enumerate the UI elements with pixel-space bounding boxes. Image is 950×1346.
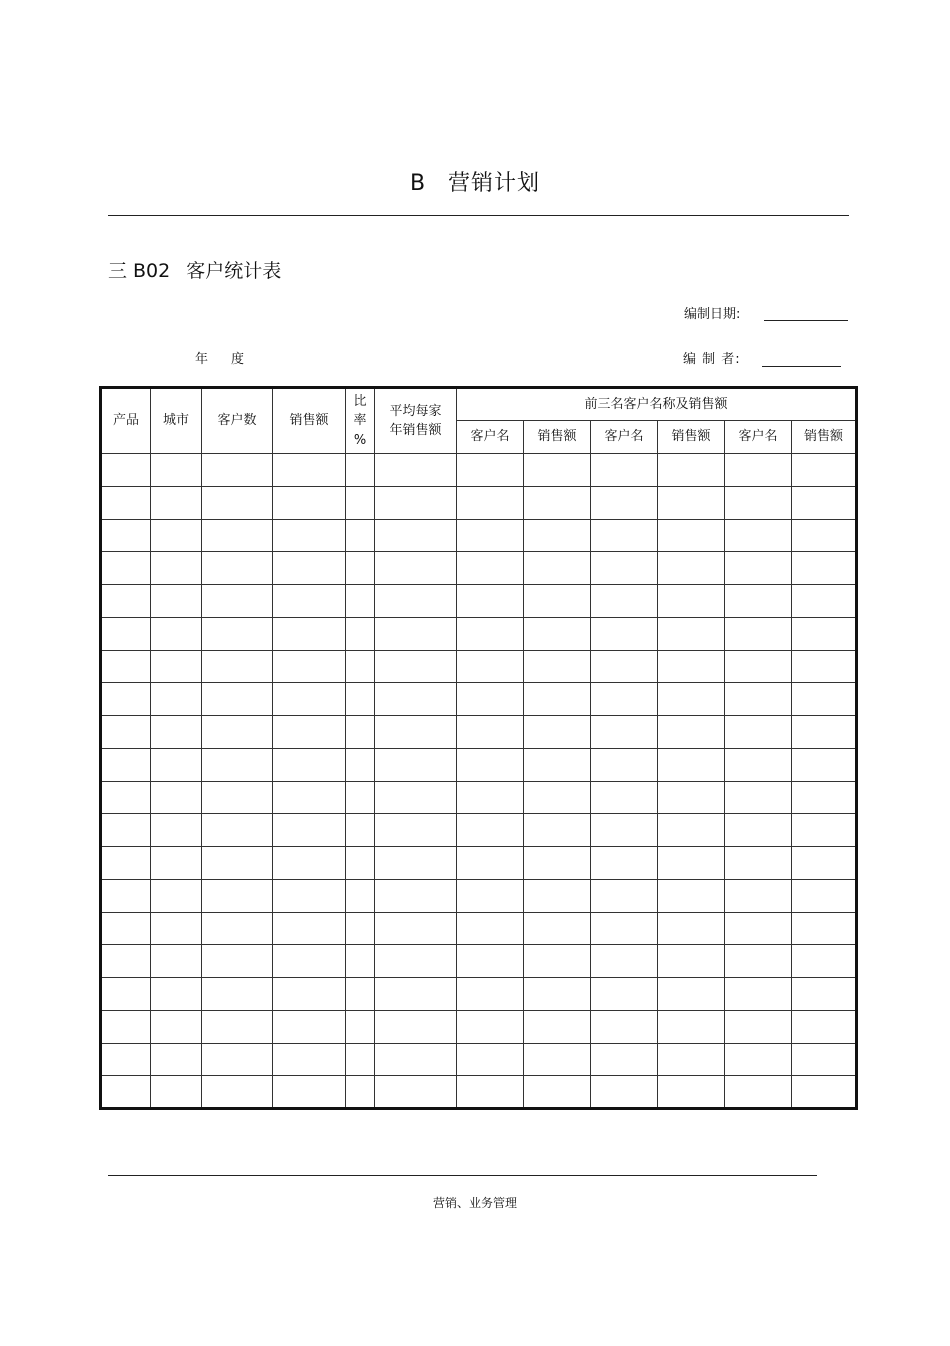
table-cell[interactable]	[101, 978, 151, 1011]
table-cell[interactable]	[151, 650, 202, 683]
table-cell[interactable]	[591, 912, 658, 945]
table-cell[interactable]	[346, 978, 375, 1011]
table-cell[interactable]	[151, 519, 202, 552]
table-cell[interactable]	[101, 552, 151, 585]
table-row	[101, 879, 857, 912]
table-row	[101, 486, 857, 519]
table-cell[interactable]	[151, 486, 202, 519]
table-cell[interactable]	[101, 1010, 151, 1043]
table-cell[interactable]	[725, 519, 792, 552]
table-cell[interactable]	[725, 781, 792, 814]
table-cell[interactable]	[202, 781, 273, 814]
table-cell[interactable]	[457, 879, 524, 912]
section-prefix: 三	[108, 260, 128, 282]
table-cell[interactable]	[346, 748, 375, 781]
year-label-1: 年	[195, 352, 210, 367]
col-header-customer-name-2: 客户名	[591, 421, 658, 454]
table-cell[interactable]	[658, 847, 725, 880]
table-cell[interactable]	[202, 454, 273, 487]
table-cell[interactable]	[346, 716, 375, 749]
table-cell[interactable]	[375, 617, 457, 650]
table-cell[interactable]	[457, 519, 524, 552]
table-cell[interactable]	[658, 519, 725, 552]
table-cell[interactable]	[202, 486, 273, 519]
table-row	[101, 945, 857, 978]
table-cell[interactable]	[101, 683, 151, 716]
table-cell[interactable]	[524, 552, 591, 585]
table-cell[interactable]	[202, 552, 273, 585]
table-cell[interactable]	[725, 847, 792, 880]
table-cell[interactable]	[101, 814, 151, 847]
table-cell[interactable]	[725, 879, 792, 912]
table-row	[101, 781, 857, 814]
table-row	[101, 847, 857, 880]
table-row	[101, 585, 857, 618]
table-cell[interactable]	[273, 912, 346, 945]
table-cell[interactable]	[792, 585, 857, 618]
table-cell[interactable]	[658, 486, 725, 519]
table-cell[interactable]	[591, 814, 658, 847]
table-cell[interactable]	[101, 781, 151, 814]
table-row	[101, 454, 857, 487]
table-cell[interactable]	[725, 1010, 792, 1043]
table-cell[interactable]	[457, 1043, 524, 1076]
table-cell[interactable]	[457, 486, 524, 519]
table-cell[interactable]	[346, 1076, 375, 1109]
table-cell[interactable]	[202, 1043, 273, 1076]
table-cell[interactable]	[273, 617, 346, 650]
table-cell[interactable]	[524, 486, 591, 519]
table-cell[interactable]	[524, 847, 591, 880]
table-cell[interactable]	[375, 847, 457, 880]
col-header-sales: 销售额	[273, 388, 346, 454]
table-cell[interactable]	[524, 683, 591, 716]
table-cell[interactable]	[725, 617, 792, 650]
table-cell[interactable]	[725, 748, 792, 781]
table-cell[interactable]	[591, 519, 658, 552]
table-cell[interactable]	[658, 978, 725, 1011]
table-cell[interactable]	[101, 945, 151, 978]
table-cell[interactable]	[591, 683, 658, 716]
table-cell[interactable]	[591, 978, 658, 1011]
table-cell[interactable]	[273, 781, 346, 814]
table-cell[interactable]	[375, 978, 457, 1011]
table-cell[interactable]	[346, 552, 375, 585]
table-cell[interactable]	[457, 847, 524, 880]
year-label	[195, 348, 245, 367]
table-cell[interactable]	[591, 552, 658, 585]
editor-label: 编 制 者:	[683, 352, 741, 367]
table-row	[101, 814, 857, 847]
table-cell[interactable]	[202, 879, 273, 912]
customer-statistics-table	[99, 386, 858, 1110]
table-cell[interactable]	[151, 814, 202, 847]
table-cell[interactable]	[151, 978, 202, 1011]
table-cell[interactable]	[273, 1076, 346, 1109]
table-cell[interactable]	[375, 683, 457, 716]
table-cell[interactable]	[346, 519, 375, 552]
table-row	[101, 650, 857, 683]
table-cell[interactable]	[375, 454, 457, 487]
table-cell[interactable]	[792, 683, 857, 716]
title-divider	[108, 215, 849, 216]
table-cell[interactable]	[524, 748, 591, 781]
table-cell[interactable]	[457, 716, 524, 749]
table-row	[101, 912, 857, 945]
table-cell[interactable]	[792, 716, 857, 749]
table-cell[interactable]	[658, 879, 725, 912]
table-cell[interactable]	[346, 814, 375, 847]
table-cell[interactable]	[524, 716, 591, 749]
table-cell[interactable]	[273, 683, 346, 716]
table-cell[interactable]	[346, 912, 375, 945]
table-cell[interactable]	[151, 716, 202, 749]
section-heading	[108, 256, 281, 283]
table-cell[interactable]	[273, 585, 346, 618]
table-cell[interactable]	[457, 945, 524, 978]
table-cell[interactable]	[202, 519, 273, 552]
table-cell[interactable]	[346, 486, 375, 519]
table-cell[interactable]	[591, 879, 658, 912]
table-cell[interactable]	[375, 945, 457, 978]
table-cell[interactable]	[273, 748, 346, 781]
page-footer: 营销、业务管理	[432, 1196, 517, 1210]
table-cell[interactable]	[202, 978, 273, 1011]
table-cell[interactable]	[202, 585, 273, 618]
table-cell[interactable]	[792, 519, 857, 552]
table-cell[interactable]	[792, 879, 857, 912]
table-cell[interactable]	[273, 879, 346, 912]
table-cell[interactable]	[346, 945, 375, 978]
table-cell[interactable]	[101, 748, 151, 781]
table-cell[interactable]	[375, 912, 457, 945]
table-cell[interactable]	[202, 748, 273, 781]
table-cell[interactable]	[725, 912, 792, 945]
table-cell[interactable]	[375, 781, 457, 814]
table-cell[interactable]	[524, 814, 591, 847]
table-cell[interactable]	[524, 454, 591, 487]
table-cell[interactable]	[101, 847, 151, 880]
col-header-customer-count: 客户数	[202, 388, 273, 454]
table-cell[interactable]	[658, 650, 725, 683]
table-row	[101, 1076, 857, 1109]
table-cell[interactable]	[375, 486, 457, 519]
table-cell[interactable]	[151, 847, 202, 880]
table-cell[interactable]	[273, 454, 346, 487]
table-cell[interactable]	[524, 519, 591, 552]
table-cell[interactable]	[375, 1043, 457, 1076]
table-cell[interactable]	[725, 716, 792, 749]
table-cell[interactable]	[273, 519, 346, 552]
table-cell[interactable]	[375, 748, 457, 781]
table-cell[interactable]	[524, 912, 591, 945]
table-cell[interactable]	[346, 879, 375, 912]
table-cell[interactable]	[375, 879, 457, 912]
table-cell[interactable]	[457, 683, 524, 716]
table-cell[interactable]	[151, 552, 202, 585]
table-cell[interactable]	[346, 650, 375, 683]
table-cell[interactable]	[792, 486, 857, 519]
table-cell[interactable]	[658, 814, 725, 847]
table-cell[interactable]	[792, 814, 857, 847]
table-cell[interactable]	[658, 617, 725, 650]
table-cell[interactable]	[151, 683, 202, 716]
table-cell[interactable]	[151, 585, 202, 618]
table-cell[interactable]	[457, 1010, 524, 1043]
editor-field-line[interactable]	[762, 366, 841, 367]
table-cell[interactable]	[273, 814, 346, 847]
table-cell[interactable]	[658, 912, 725, 945]
table-cell[interactable]	[658, 781, 725, 814]
table-cell[interactable]	[792, 945, 857, 978]
table-cell[interactable]	[792, 1010, 857, 1043]
col-header-ratio-2: 率	[353, 413, 367, 429]
table-cell[interactable]	[591, 1010, 658, 1043]
table-cell[interactable]	[524, 879, 591, 912]
table-cell[interactable]	[524, 945, 591, 978]
table-cell[interactable]	[273, 1043, 346, 1076]
col-header-avg-sales	[375, 388, 457, 454]
table-cell[interactable]	[273, 1010, 346, 1043]
table-cell[interactable]	[151, 1010, 202, 1043]
table-cell[interactable]	[457, 814, 524, 847]
table-cell[interactable]	[658, 1010, 725, 1043]
table-cell[interactable]	[101, 716, 151, 749]
table-cell[interactable]	[658, 748, 725, 781]
table-cell[interactable]	[725, 945, 792, 978]
table-cell[interactable]	[591, 847, 658, 880]
table-cell[interactable]	[792, 781, 857, 814]
section-title: 客户统计表	[186, 260, 282, 282]
table-cell[interactable]	[658, 945, 725, 978]
table-cell[interactable]	[151, 617, 202, 650]
table-cell[interactable]	[202, 814, 273, 847]
col-header-ratio-1: 比	[353, 393, 367, 409]
table-cell[interactable]	[792, 454, 857, 487]
col-header-ratio	[346, 388, 375, 454]
table-row	[101, 1043, 857, 1076]
table-cell[interactable]	[457, 552, 524, 585]
table-cell[interactable]	[792, 1043, 857, 1076]
section-code: B02	[133, 260, 171, 282]
table-row	[101, 1010, 857, 1043]
table-row	[101, 978, 857, 1011]
table-cell[interactable]	[792, 1076, 857, 1109]
table-cell[interactable]	[101, 1076, 151, 1109]
page-title	[0, 166, 950, 197]
table-cell[interactable]	[151, 454, 202, 487]
col-header-city: 城市	[151, 388, 202, 454]
table-cell[interactable]	[524, 1010, 591, 1043]
table-cell[interactable]	[273, 552, 346, 585]
year-label-2: 度	[231, 352, 246, 367]
table-cell[interactable]	[202, 945, 273, 978]
col-header-customer-name-3: 客户名	[725, 421, 792, 454]
table-cell[interactable]	[101, 454, 151, 487]
table-row	[101, 519, 857, 552]
table-cell[interactable]	[725, 683, 792, 716]
table-cell[interactable]	[725, 552, 792, 585]
table-cell[interactable]	[591, 1076, 658, 1109]
table-cell[interactable]	[591, 454, 658, 487]
table-cell[interactable]	[346, 617, 375, 650]
table-cell[interactable]	[273, 978, 346, 1011]
table-cell[interactable]	[591, 1043, 658, 1076]
table-cell[interactable]	[101, 617, 151, 650]
table-cell[interactable]	[792, 847, 857, 880]
table-cell[interactable]	[457, 617, 524, 650]
table-cell[interactable]	[151, 748, 202, 781]
table-cell[interactable]	[273, 716, 346, 749]
table-cell[interactable]	[658, 552, 725, 585]
table-cell[interactable]	[792, 650, 857, 683]
table-cell[interactable]	[202, 617, 273, 650]
table-cell[interactable]	[375, 552, 457, 585]
table-cell[interactable]	[346, 585, 375, 618]
table-cell[interactable]	[591, 617, 658, 650]
table-cell[interactable]	[101, 1043, 151, 1076]
table-row	[101, 748, 857, 781]
table-cell[interactable]	[375, 1010, 457, 1043]
table-cell[interactable]	[202, 683, 273, 716]
table-cell[interactable]	[658, 683, 725, 716]
table-cell[interactable]	[101, 879, 151, 912]
table-cell[interactable]	[591, 781, 658, 814]
table-cell[interactable]	[151, 879, 202, 912]
table-cell[interactable]	[658, 454, 725, 487]
table-cell[interactable]	[151, 1043, 202, 1076]
table-cell[interactable]	[658, 1076, 725, 1109]
table-cell[interactable]	[151, 912, 202, 945]
table-cell[interactable]	[457, 912, 524, 945]
table-cell[interactable]	[792, 748, 857, 781]
table-cell[interactable]	[202, 716, 273, 749]
table-row	[101, 683, 857, 716]
table-cell[interactable]	[725, 1043, 792, 1076]
col-header-top3-group: 前三名客户名称及销售额	[457, 388, 857, 421]
table-cell[interactable]	[725, 650, 792, 683]
table-cell[interactable]	[524, 978, 591, 1011]
table-cell[interactable]	[457, 650, 524, 683]
col-header-customer-name-1: 客户名	[457, 421, 524, 454]
table-cell[interactable]	[202, 1010, 273, 1043]
col-header-ratio-3: %	[353, 432, 367, 448]
footer-divider	[108, 1175, 817, 1176]
table-cell[interactable]	[457, 748, 524, 781]
table-cell[interactable]	[273, 650, 346, 683]
table-cell[interactable]	[273, 945, 346, 978]
table-cell[interactable]	[346, 1043, 375, 1076]
table-cell[interactable]	[151, 1076, 202, 1109]
table-cell[interactable]	[524, 1076, 591, 1109]
table-cell[interactable]	[591, 585, 658, 618]
date-label: 编制日期:	[684, 307, 741, 322]
table-cell[interactable]	[346, 683, 375, 716]
table-body	[101, 454, 857, 1109]
table-cell[interactable]	[457, 978, 524, 1011]
date-field-line[interactable]	[764, 320, 848, 321]
table-cell[interactable]	[658, 1043, 725, 1076]
table-cell[interactable]	[591, 945, 658, 978]
table-cell[interactable]	[591, 486, 658, 519]
table-cell[interactable]	[524, 617, 591, 650]
table-cell[interactable]	[151, 945, 202, 978]
table-cell[interactable]	[202, 912, 273, 945]
col-header-product: 产品	[101, 388, 151, 454]
table-cell[interactable]	[524, 781, 591, 814]
table-cell[interactable]	[658, 716, 725, 749]
table-cell[interactable]	[725, 1076, 792, 1109]
table-cell[interactable]	[457, 781, 524, 814]
table-cell[interactable]	[524, 585, 591, 618]
table-cell[interactable]	[346, 781, 375, 814]
table-cell[interactable]	[101, 519, 151, 552]
table-cell[interactable]	[101, 486, 151, 519]
col-header-customer-sales-2: 销售额	[658, 421, 725, 454]
table-cell[interactable]	[375, 814, 457, 847]
table-cell[interactable]	[202, 650, 273, 683]
col-header-customer-sales-3: 销售额	[792, 421, 857, 454]
table-cell[interactable]	[591, 650, 658, 683]
table-cell[interactable]	[273, 486, 346, 519]
table-cell[interactable]	[375, 1076, 457, 1109]
table-row	[101, 617, 857, 650]
table-row	[101, 552, 857, 585]
col-header-avg-2: 年销售额	[389, 423, 442, 438]
table-cell[interactable]	[792, 617, 857, 650]
table-cell[interactable]	[101, 650, 151, 683]
table-cell[interactable]	[346, 847, 375, 880]
table-cell[interactable]	[658, 585, 725, 618]
table-cell[interactable]	[792, 552, 857, 585]
table-cell[interactable]	[524, 1043, 591, 1076]
table-cell[interactable]	[725, 814, 792, 847]
table-row	[101, 716, 857, 749]
table-cell[interactable]	[725, 486, 792, 519]
table-cell[interactable]	[591, 716, 658, 749]
page-title-code: B	[409, 171, 427, 196]
table-cell[interactable]	[151, 781, 202, 814]
table-cell[interactable]	[375, 519, 457, 552]
table-cell[interactable]	[202, 847, 273, 880]
table-cell[interactable]	[725, 978, 792, 1011]
table-cell[interactable]	[346, 454, 375, 487]
table-cell[interactable]	[202, 1076, 273, 1109]
col-header-customer-sales-1: 销售额	[524, 421, 591, 454]
table-cell[interactable]	[725, 454, 792, 487]
col-header-avg-1: 平均每家	[389, 403, 442, 419]
table-cell[interactable]	[375, 650, 457, 683]
table-cell[interactable]	[792, 912, 857, 945]
table-cell[interactable]	[375, 585, 457, 618]
table-cell[interactable]	[273, 847, 346, 880]
table-cell[interactable]	[101, 912, 151, 945]
table-cell[interactable]	[457, 1076, 524, 1109]
table-cell[interactable]	[792, 978, 857, 1011]
table-cell[interactable]	[591, 748, 658, 781]
table-cell[interactable]	[375, 716, 457, 749]
table-cell[interactable]	[457, 585, 524, 618]
table-cell[interactable]	[346, 1010, 375, 1043]
table-cell[interactable]	[725, 585, 792, 618]
table-cell[interactable]	[457, 454, 524, 487]
table-cell[interactable]	[101, 585, 151, 618]
table-cell[interactable]	[524, 650, 591, 683]
page-title-text: 营销计划	[448, 171, 541, 196]
